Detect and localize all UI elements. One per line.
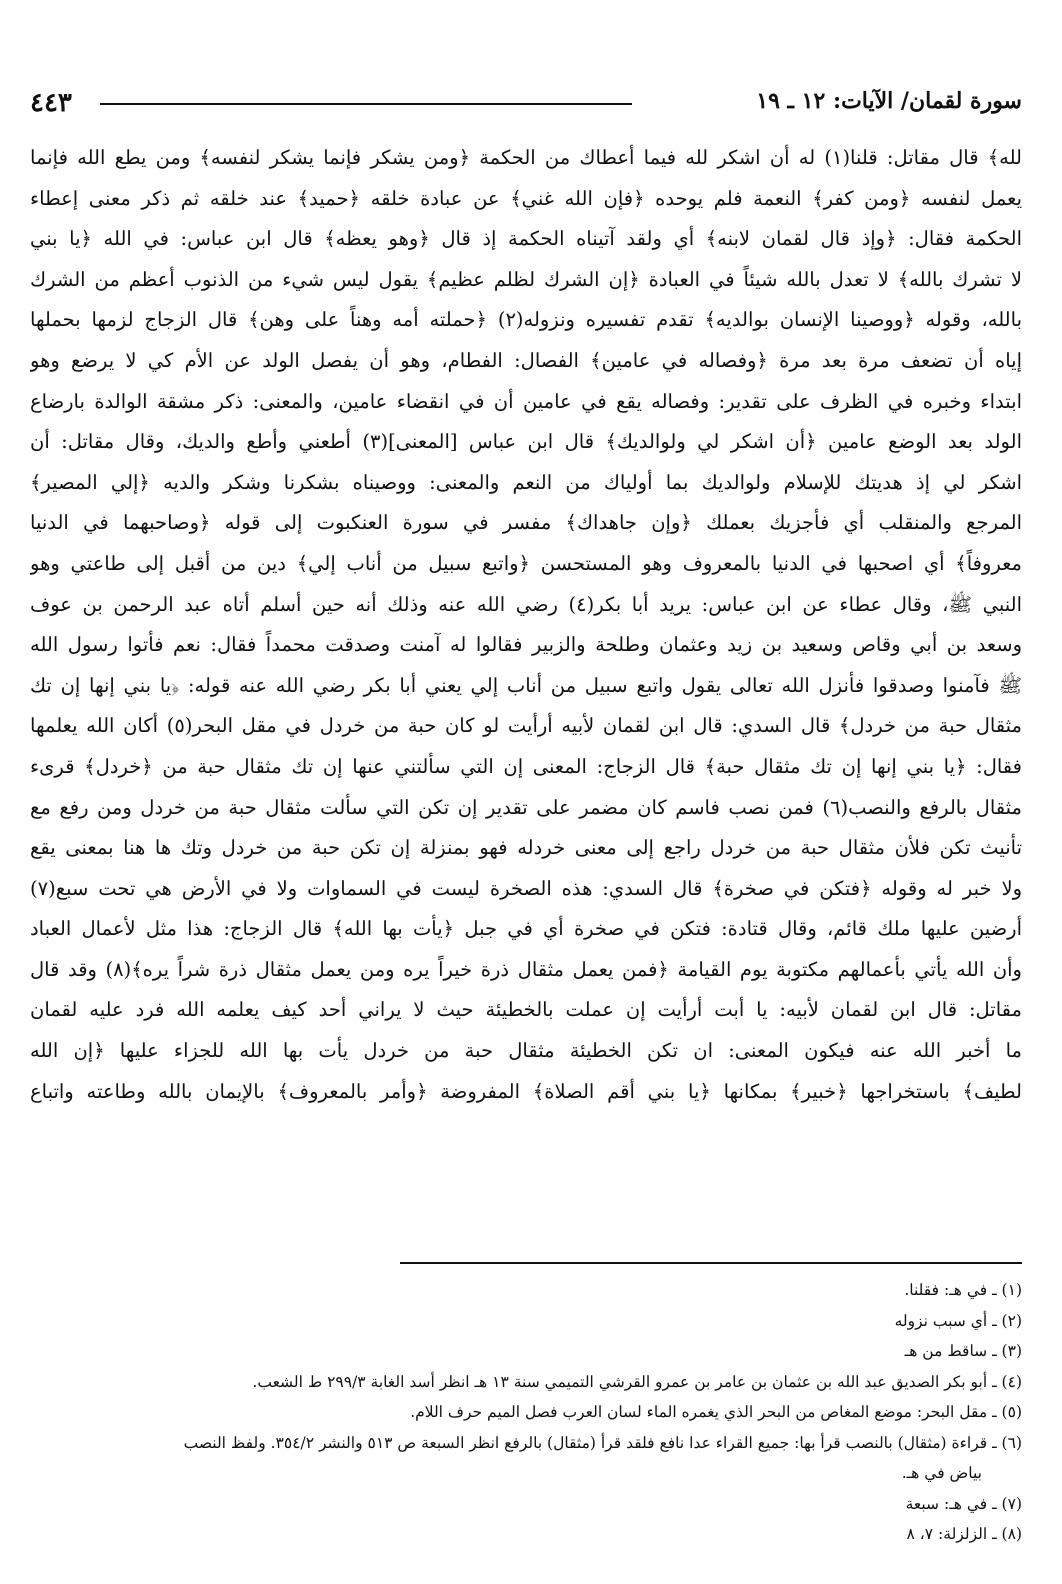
text-line: تأنيث تكن فلأن مثقال حبة من خردل راجع إلى معنى خردله فهو بمنزلة إن تكن حبة من خردل وتك ها هنا بمعنى يقع (30, 836, 1022, 860)
text-line: لله﴾ قال مقاتل: قلنا(١) له أن اشكر لله فيما أعطاك من الحكمة ﴿ومن يشكر فإنما يشكر لنفسه﴾ ومن يطع الله فإنما (30, 146, 1022, 169)
text-line: ولا خبر له وقوله ﴿فتكن في صخرة﴾ قال السدي: هذه الصخرة ليست في السماوات ولا في الأرض هي تحت سبع(٧) (30, 876, 1022, 900)
text-line: اشكر لي إذ هديتك للإسلام ولوالديك بما أولياك من النعم والمعنى: ووصيناه بشكرنا وشكر والديه ﴿إلي المصير﴾ (30, 470, 1022, 494)
footnote: (٣) ـ ساقط من هـ (904, 1342, 1022, 1360)
footnote: (٦) ـ قراءة (مثقال) بالنصب قرأ بها: جميع القراء عدا نافع فلقد قرأ (مثقال) بالرفع انظر السبعة ص ٥١٣ والنشر ٣٥٤/٢. ولفظ النصب (183, 1433, 1022, 1452)
text-line: ابتداء وخبره في الظرف على تقدير: وفصاله يقع في عامين أن في انقضاء عامين، والمعنى: ذكر مشقة الوالدة بارضاع (30, 389, 1022, 413)
text-line: يعمل لنفسه ﴿ومن كفر﴾ النعمة فلم يوحده ﴿فإن الله غني﴾ عن عبادة خلقه ﴿حميد﴾ عند خلقه ثم ذكر معنى إعطاء (30, 186, 1022, 210)
footnote: (٧) ـ في هـ: سبعة (905, 1494, 1022, 1513)
text-line: معروفاً﴾ أي اصحبها في الدنيا بالمعروف وهو المستحسن ﴿واتبع سبيل من أناب إلي﴾ دين من أقبل إلى طاعتي وهو (30, 551, 1022, 575)
text-line: المرجع والمنقلب أي فأجزيك بعملك ﴿وإن جاهداك﴾ مفسر في سورة العنكبوت إلى قوله ﴿وصاحبهما في الدنيا (30, 511, 1022, 535)
text-line: مثقال حبة من خردل﴾ قال السدي: قال ابن لقمان لأبيه أرأيت لو كان حبة من خردل في مقل البحر(٥) أكان الله يعلمها (30, 714, 1022, 738)
footnote: (٨) ـ الزلزلة: ٧، ٨ (906, 1525, 1022, 1543)
text-line: لطيف﴾ باستخراجها ﴿خبير﴾ بمكانها ﴿يا بني أقم الصلاة﴾ المفروضة ﴿وأمر بالمعروف﴾ بالإيمان بالله وطاعته واتباع (30, 1079, 1022, 1103)
text-line: أرضين عليها ملك قائم، وقال قتادة: فتكن في صخرة أي في جبل ﴿يأت بها الله﴾ قال الزجاج: هذا مثل لأعمال العباد (30, 917, 1022, 941)
text-line: وأن الله يأتي بأعمالهم مكتوبة يوم القيامة ﴿فمن يعمل مثقال ذرة خيراً يره ومن يعمل مثقال ذرة شراً يره﴾(٨) وقد قال (30, 957, 1022, 981)
footnote: (١) ـ في هـ: فقلنا. (904, 1281, 1022, 1299)
text-line: الولد بعد الوضع عامين ﴿أن اشكر لي ولوالديك﴾ قال ابن عباس [المعنى](٣) أطعني وأطع والديك، وقال مقاتل: أن (30, 430, 1022, 454)
text-line: إياه أن تضعف مرة بعد مرة ﴿وفصاله في عامين﴾ الفصال: الفطام، وهو أن يفصل الولد عن الأم كي لا يرضع وهو (30, 348, 1022, 372)
text-line: بالله، وقوله ﴿ووصينا الإنسان بوالديه﴾ تقدم تفسيره ونزوله(٢) ﴿حملته أمه وهناً على وهن﴾ قال الزجاج لزمها بحملها (30, 308, 1022, 332)
footnote: (٥) ـ مقل البحر: موضع المغاص من البحر الذي يغمره الماء لسان العرب فصل الميم حرف اللام. (410, 1403, 1022, 1421)
text-line: وسعد بن أبي وقاص وسعيد بن زيد وعثمان وطلحة والزبير فقالوا له آمنت وصدقت محمداً فقال: نعم فأتوا رسول الله (30, 633, 1022, 657)
page-header (30, 88, 1022, 124)
text-line: الحكمة فقال: ﴿وإذ قال لقمان لابنه﴾ أي ولقد آتيناه الحكمة إذ قال ﴿وهو يعظه﴾ قال ابن عباس: في الله ﴿يا بني (30, 227, 1022, 251)
text-line: ﷺ فآمنوا وصدقوا فأنزل الله تعالى يقول واتبع سبيل من أناب إلي يعني أبا بكر رضي الله عنه قوله: ﴿يا بني إنها إن تك (30, 673, 1022, 697)
running-title: سورة لقمان/ الآيات: ١٢ ـ ١٩ (756, 88, 1022, 114)
footnote: (٢) ـ أي سبب نزوله (894, 1311, 1022, 1330)
page-number: ٤٤٣ (30, 88, 72, 118)
main-text (30, 138, 1022, 1112)
text-line: لا تشرك بالله﴾ لا تعدل بالله شيئاً في العبادة ﴿إن الشرك لظلم عظيم﴾ يقول ليس شيء من الذنوب أعظم من الشرك (30, 267, 1022, 291)
footnotes (30, 1278, 1022, 1553)
footnote-divider (400, 1262, 1022, 1264)
text-line: مقاتل: قال ابن لقمان لأبيه: يا أبت أرأيت إن عملت بالخطيئة حيث لا يراني أحد كيف يعلمه الله فرد عليه لقمان (30, 998, 1022, 1022)
text-line: النبي ﷺ، وقال عطاء عن ابن عباس: يريد أبا بكر(٤) رضي الله عنه وذلك أنه حين أسلم أتاه عبد الرحمن بن عوف (30, 592, 1022, 616)
footnote-continuation: بياض في هـ. (901, 1464, 982, 1482)
text-line: ما أخبر الله عنه فيكون المعنى: ان تكن الخطيئة مثقال حبة من خردل يأت بها الله للجزاء عليها ﴿إن الله (30, 1039, 1022, 1063)
header-divider (100, 103, 632, 105)
text-line: مثقال بالرفع والنصب(٦) فمن نصب فاسم كان مضمر على تقدير إن تكن التي سألت مثقال حبة من خردل ومن رفع مع (30, 795, 1022, 819)
footnote: (٤) ـ أبو بكر الصديق عبد الله بن عثمان بن عامر بن عمرو القرشي التميمي سنة ١٣ هـ انظر أسد الغابة ٢٩٩/٣ ط الشعب. (252, 1372, 1022, 1391)
text-line: فقال: ﴿يا بني إنها إن تك مثقال حبة﴾ قال الزجاج: المعنى إن التي سألتني عنها إن تك مثقال حبة من ﴿خردل﴾ قرىء (30, 754, 1022, 778)
